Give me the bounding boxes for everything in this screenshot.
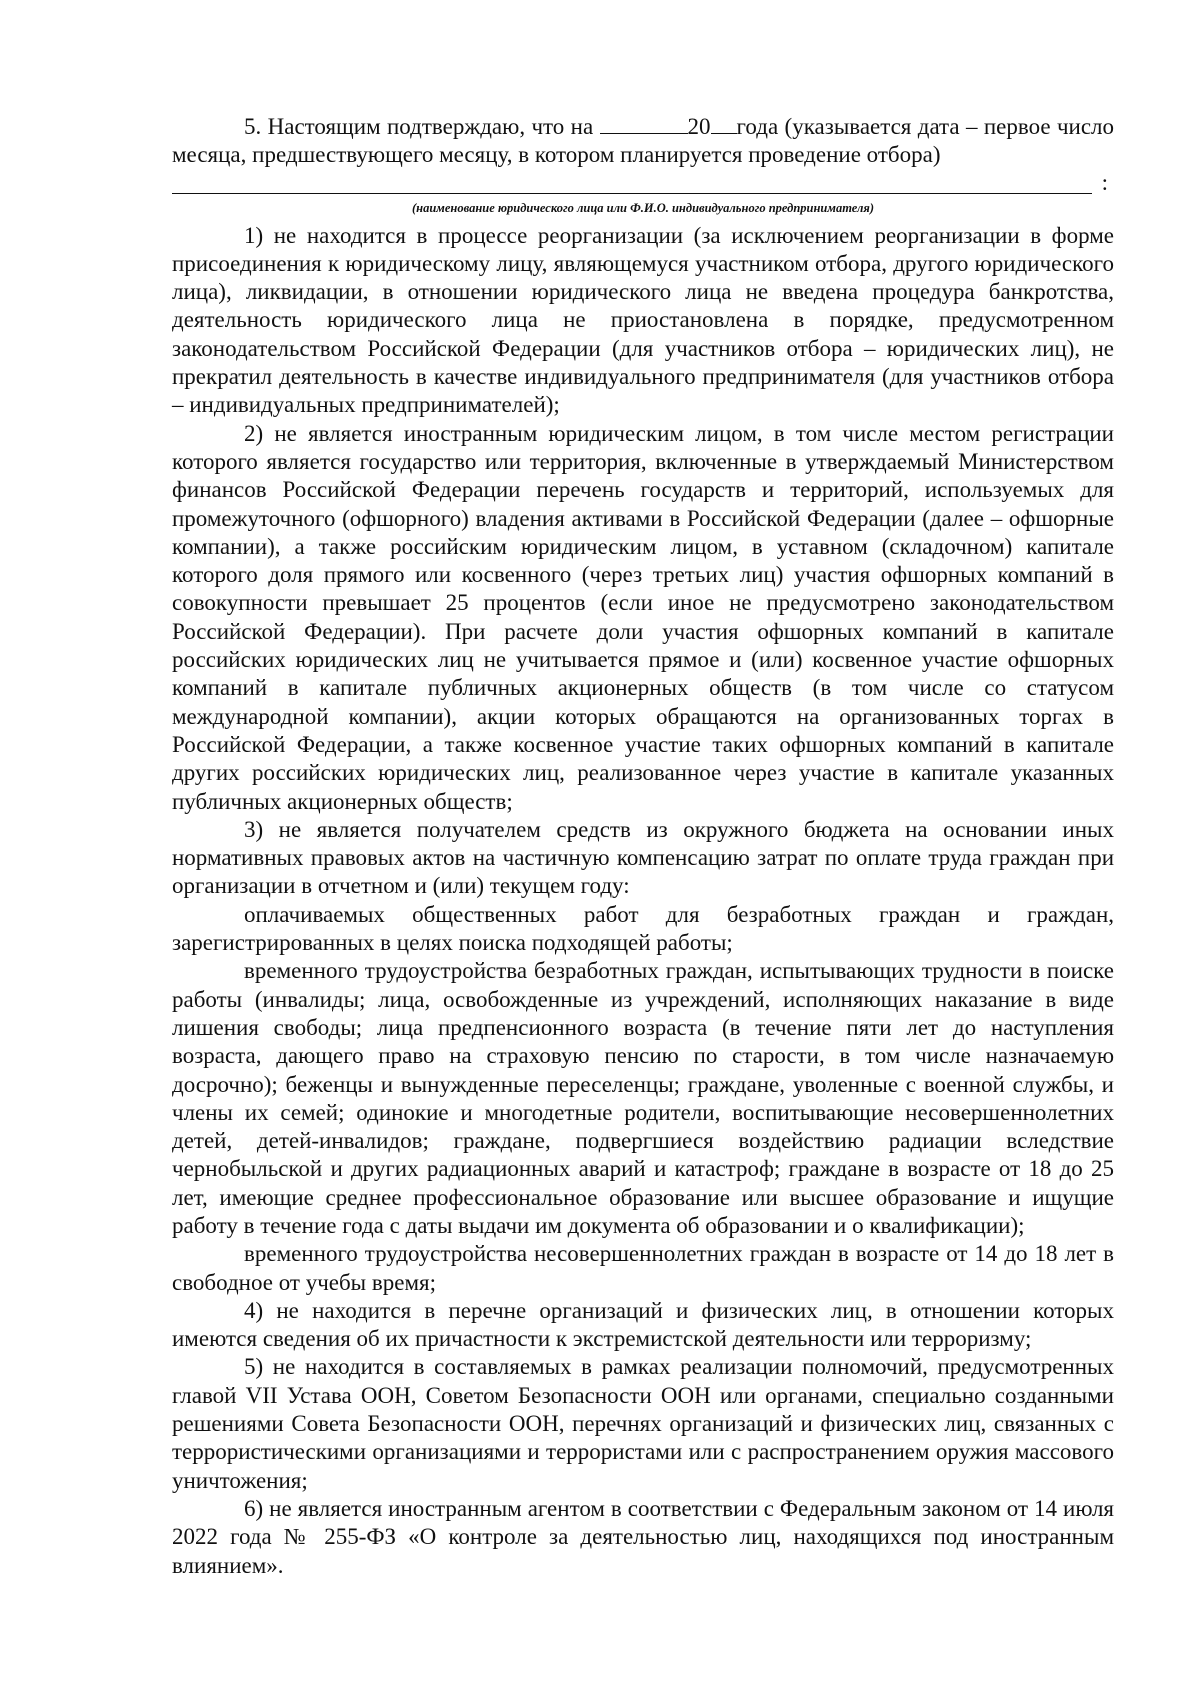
item-3-temporary-employment: временного трудоустройства безработных граждан, испытывающих трудности в поиске работы (инвалиды; лица, освобожденные из учреждений, исполняющих наказание в виде лишения свободы; лица предпенсионного возраста (в течение пяти лет до наступления возраста, дающего право на страховую пенсию по старости, в том числе назначаемую досрочно); беженцы и вынужденные переселенцы; граждане, уволенные с военной службы, и члены их семей; одинокие и многодетные родители, воспитывающие несовершеннолетних детей, детей-инвалидов; граждане, подвергшиеся воздействию радиации вследствие чернобыльской и других радиационных аварий и катастроф; граждане в возрасте от 18 до 25 лет, имеющие среднее профессиональное образование или высшее образование и ищущие работу в течение года с даты выдачи им документа об образовании и о квалификации); [172,958,1114,1238]
document-body [172,113,1114,1580]
intro-text: 5. Настоящим подтверждаю, что на [244,114,600,139]
intro-text-continued: года (указывается дата – первое число месяца, предшествующего месяцу, в котором планируется проведение отбора) [172,114,1115,168]
item-3-minors-employment: временного трудоустройства несовершеннолетних граждан в возрасте от 14 до 18 лет в свободное от учебы время; [172,1241,1114,1295]
name-underline [172,193,1092,194]
item-3: 3) не является получателем средств из окружного бюджета на основании иных нормативных правовых актов на частичную компенсацию затрат по оплате труда граждан при организации в отчетном и (или) текущем году: [172,816,1114,899]
name-line-row [172,170,1114,200]
item-5: 5) не находится в составляемых в рамках реализации полномочий, предусмотренных главой VII Устава ООН, Советом Безопасности ООН или органами, специально созданными решениями Совета Безопасности ООН, перечнях организаций и физических лиц, связанных с террористическими организациями и террористами или с распространением оружия массового уничтожения; [172,1354,1114,1493]
item-1: 1) не находится в процессе реорганизации (за исключением реорганизации в форме присоединения к юридическому лицу, являющемуся участником отбора, другого юридического лица), ликвидации, в отношении юридического лица не введена процедура банкротства, деятельность юридического лица не приостановлена в порядке, предусмотренном законодательством Российской Федерации (для участников отбора – юридических лиц), не прекратил деятельность в качестве индивидуального предпринимателя (для участников отбора – индивидуальных предпринимателей); [172,222,1114,418]
item-2: 2) не является иностранным юридическим лицом, в том числе местом регистрации которого является государство или территория, включенные в утверждаемый Министерством финансов Российской Федерации перечень государств и территорий, используемых для промежуточного (офшорного) владения активами в Российской Федерации (далее – офшорные компании), а также российским юридическим лицом, в уставном (складочном) капитале которого доля прямого или косвенного (через третьих лиц) участия офшорных компаний в совокупности превышает 25 процентов (если иное не предусмотрено законодательством Российской Федерации). При расчете доли участия офшорных компаний в капитале российских юридических лиц не учитывается прямое и (или) косвенное участие офшорных компаний в капитале публичных акционерных обществ (в том числе со статусом международной компании), акции которых обращаются на организованных торгах в Российской Федерации, а также косвенное участие таких офшорных компаний в капитале других российских юридических лиц, реализованное через участие в капитале указанных публичных акционерных обществ; [172,420,1114,814]
item-6: 6) не является иностранным агентом в соответствии с Федеральным законом от 14 июля 2022 года № 255-ФЗ «О контроле за деятельностью лиц, находящихся под иностранным влиянием». [172,1495,1114,1578]
intro-paragraph [172,113,1114,170]
year-prefix: 20 [687,114,711,139]
item-4: 4) не находится в перечне организаций и физических лиц, в отношении которых имеются сведения об их причастности к экстремистской деятельности или терроризму; [172,1297,1114,1352]
date-blank [600,113,688,134]
name-caption: (наименование юридического лица или Ф.И.О. индивидуального предпринимателя) [411,200,875,215]
name-line-colon: : [1101,170,1108,196]
item-3-public-works: оплачиваемых общественных работ для безработных граждан и граждан, зарегистрированных в целях поиска подходящей работы; [172,901,1114,956]
year-blank [711,113,737,134]
